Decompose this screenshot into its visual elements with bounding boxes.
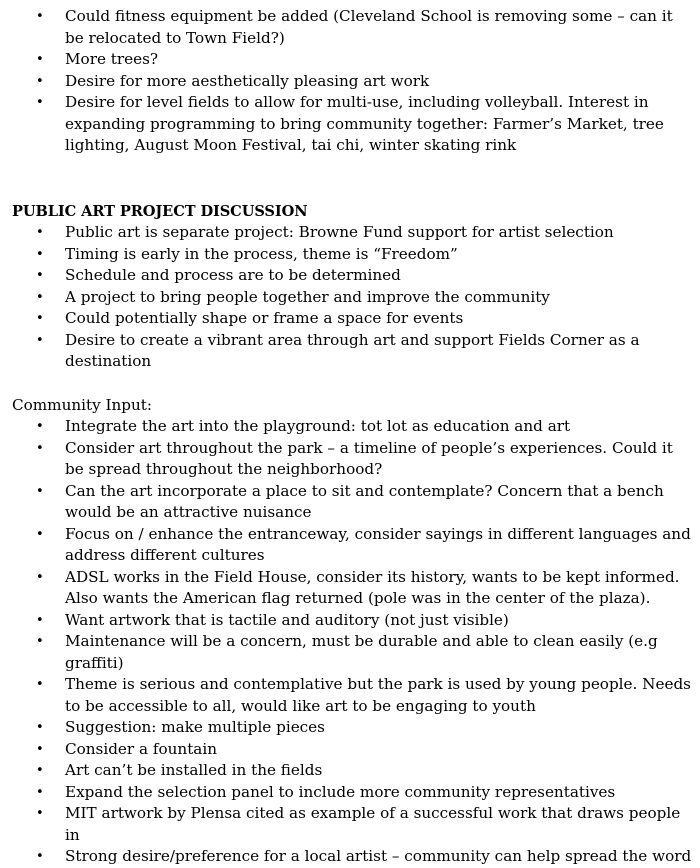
bullet-icon: • bbox=[36, 311, 44, 326]
list-item-text: Consider a fountain bbox=[65, 739, 218, 758]
list-item-text: Desire for level fields to allow for multi-use, including volleyball. Interest in expanding programming to bring community together: Farmer’s Market, tree lighting, August Moon Festival, tai chi, winter skating rink bbox=[65, 93, 664, 154]
bullet-icon: • bbox=[36, 784, 44, 800]
list-item-text: Expand the selection panel to include more community representatives bbox=[65, 782, 616, 801]
list-item bbox=[12, 739, 696, 761]
top-bullet-list bbox=[12, 6, 696, 157]
bullet-icon: • bbox=[36, 634, 44, 649]
list-item bbox=[12, 92, 696, 157]
list-item bbox=[12, 481, 696, 524]
list-item bbox=[12, 846, 696, 868]
bullet-icon: • bbox=[36, 569, 44, 585]
list-item-text: MIT artwork by Plensa cited as example of a successful work that draws people in bbox=[65, 804, 681, 844]
list-item-text: Integrate the art into the playground: tot lot as education and art bbox=[65, 417, 571, 435]
list-item bbox=[12, 416, 696, 438]
list-item-text: Suggestion: make multiple pieces bbox=[65, 718, 325, 736]
bullet-icon: • bbox=[36, 849, 44, 864]
bullet-icon: • bbox=[36, 246, 44, 262]
list-item bbox=[12, 265, 696, 287]
public-art-heading: PUBLIC ART PROJECT DISCUSSION bbox=[12, 202, 308, 220]
public-art-list bbox=[12, 222, 696, 373]
list-item-text: More trees? bbox=[65, 50, 159, 68]
list-item bbox=[12, 610, 696, 632]
bullet-icon: • bbox=[36, 440, 44, 456]
bullet-icon: • bbox=[36, 225, 44, 240]
list-item bbox=[12, 244, 696, 266]
list-item-text: Art can’t be installed in the fields bbox=[65, 761, 323, 779]
list-item bbox=[12, 438, 696, 481]
list-item bbox=[12, 524, 696, 567]
list-item bbox=[12, 631, 696, 674]
bullet-icon: • bbox=[36, 52, 44, 67]
list-item bbox=[12, 717, 696, 739]
list-item bbox=[12, 308, 696, 330]
list-item-text: Want artwork that is tactile and auditory (not just visible) bbox=[65, 610, 509, 629]
list-item bbox=[12, 782, 696, 804]
list-item-text: Schedule and process are to be determined bbox=[65, 266, 401, 284]
list-item-text: Timing is early in the process, theme is “Freedom” bbox=[65, 244, 458, 263]
list-item-text: Maintenance will be a concern, must be durable and able to clean easily (e.g graffiti) bbox=[65, 632, 658, 672]
list-item-text: A project to bring people together and improve the community bbox=[65, 287, 550, 306]
list-item-text: ADSL works in the Field House, consider its history, wants to be kept informed. Also wants the American flag returned (pole was in the center of the plaza). bbox=[65, 567, 680, 607]
list-item bbox=[12, 567, 696, 610]
bullet-icon: • bbox=[36, 73, 44, 89]
bullet-icon: • bbox=[36, 677, 44, 692]
list-item bbox=[12, 49, 696, 71]
list-item-text: Could potentially shape or frame a space for events bbox=[65, 309, 464, 327]
bullet-icon: • bbox=[36, 806, 44, 821]
bullet-icon: • bbox=[36, 612, 44, 628]
bullet-icon: • bbox=[36, 332, 44, 348]
list-item bbox=[12, 222, 696, 244]
community-input-heading: Community Input: bbox=[12, 395, 153, 414]
community-input-list bbox=[12, 416, 696, 868]
list-item bbox=[12, 803, 696, 846]
list-item bbox=[12, 674, 696, 717]
bullet-icon: • bbox=[36, 720, 44, 735]
list-item bbox=[12, 330, 696, 373]
list-item bbox=[12, 71, 696, 93]
list-item-text: Could fitness equipment be added (Cleveland School is removing some – can it be relocated to Town Field?) bbox=[65, 7, 673, 47]
list-item-text: Desire to create a vibrant area through art and support Fields Corner as a destination bbox=[65, 330, 640, 370]
bullet-icon: • bbox=[36, 9, 44, 24]
bullet-icon: • bbox=[36, 741, 44, 757]
bullet-icon: • bbox=[36, 419, 44, 434]
list-item bbox=[12, 287, 696, 309]
list-item-text: Can the art incorporate a place to sit and contemplate? Concern that a bench would be an attractive nuisance bbox=[65, 481, 664, 521]
list-item-text: Strong desire/preference for a local artist – community can help spread the word bbox=[65, 847, 692, 865]
bullet-icon: • bbox=[36, 289, 44, 305]
list-item-text: Public art is separate project: Browne Fund support for artist selection bbox=[65, 223, 614, 241]
bullet-icon: • bbox=[36, 483, 44, 499]
bullet-icon: • bbox=[36, 95, 44, 110]
bullet-icon: • bbox=[36, 763, 44, 778]
bullet-icon: • bbox=[36, 268, 44, 283]
list-item-text: Consider art throughout the park – a timeline of people’s experiences. Could it be spread throughout the neighborhood? bbox=[65, 438, 673, 478]
document-page bbox=[12, 6, 696, 868]
list-item bbox=[12, 760, 696, 782]
list-item-text: Desire for more aesthetically pleasing art work bbox=[65, 71, 430, 90]
list-item-text: Theme is serious and contemplative but the park is used by young people. Needs to be accessible to all, would like art to be engaging to youth bbox=[65, 675, 691, 715]
list-item-text: Focus on / enhance the entranceway, consider sayings in different languages and address different cultures bbox=[65, 524, 691, 564]
list-item bbox=[12, 6, 696, 49]
bullet-icon: • bbox=[36, 526, 44, 542]
